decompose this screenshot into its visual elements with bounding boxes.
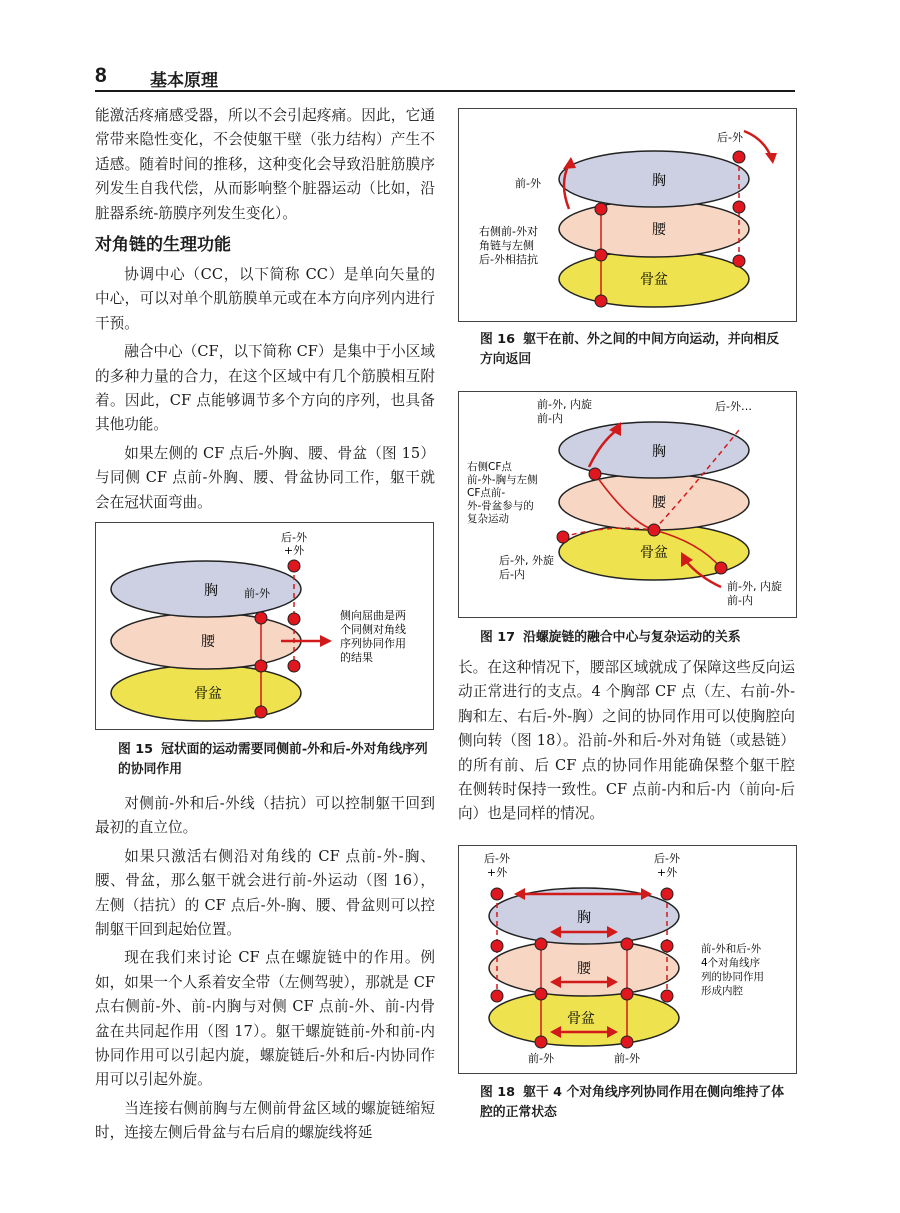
figure-18 [458,845,797,1074]
cf-point [288,613,300,625]
svg-text:后-外: 后-外 [717,131,743,144]
pelvis-label: 骨盆 [194,686,222,702]
svg-text:后-内: 后-内 [499,568,525,581]
svg-text:前-内: 前-内 [537,412,563,425]
svg-text:腰: 腰 [652,222,666,238]
page-number: 8 [95,64,107,87]
svg-text:4个对角线序: 4个对角线序 [701,957,761,969]
figure-17-caption: 图 17 沿螺旋链的融合中心与复杂运动的关系 [480,630,741,645]
figure-16 [458,108,797,322]
chest-label: 胸 [204,583,218,599]
figure-17 [458,391,797,618]
svg-text:后-外相拮抗: 后-外相拮抗 [479,253,538,266]
svg-text:胸: 胸 [652,173,666,189]
paragraph: 现在我们来讨论 CF 点在螺旋链中的作用。例如，如果一个人系着安全带（左侧驾驶），那就是 CF 点右侧前-外、前-内胸与对侧 CF 点前-外、前-内骨盆在共同起作用（图 17）。躯干螺旋链前-外和前-内协同作用可以引起内旋，螺旋链后-外和后-内协同作用可以引起外旋。 [95,949,435,1089]
svg-text:右侧前-外对: 右侧前-外对 [479,225,538,238]
svg-text:+外: +外 [656,866,678,879]
figure-18-caption: 图 18 躯干 4 个对角线序列协同作用在侧向维持了体腔的正常状态 [480,1085,785,1120]
figure-16-caption: 图 16 躯干在前、外之间的中间方向运动，并向相反方向返回 [480,332,779,367]
svg-text:右侧CF点: 右侧CF点 [467,461,512,473]
svg-text:形成内腔: 形成内腔 [701,985,743,997]
svg-text:腰: 腰 [577,961,591,977]
svg-text:前-内: 前-内 [727,594,753,607]
paragraph: 融合中心（CF，以下简称 CF）是集中于小区域的多种力量的合力，在这个区域中有几个筋膜相互附着。因此，CF 点能够调节多个方向的序列，也具备其他功能。 [95,343,435,434]
cf-point [255,660,267,672]
figure-15-caption: 图 15 冠状面的运动需要同侧前-外和后-外对角线序列的协同作用 [118,742,428,777]
svg-text:侧向屈曲是两: 侧向屈曲是两 [340,609,406,622]
svg-text:外-骨盆参与的: 外-骨盆参与的 [467,500,534,512]
figure-15 [95,522,434,730]
svg-text:前-外: 前-外 [528,1052,554,1065]
svg-text:角链与左侧: 角链与左侧 [479,239,534,252]
svg-text:前-外: 前-外 [614,1052,640,1065]
svg-text:前-外-胸与左侧: 前-外-胸与左侧 [467,474,538,486]
svg-text:前-外, 内旋: 前-外, 内旋 [537,398,592,411]
svg-text:骨盆: 骨盆 [567,1011,595,1027]
cf-point [255,706,267,718]
svg-text:腰: 腰 [652,495,666,511]
svg-text:后-外: 后-外 [484,852,510,865]
chapter-title: 基本原理 [150,71,218,91]
svg-text:个同侧对角线: 个同侧对角线 [340,623,406,636]
svg-text:前-外: 前-外 [244,587,270,600]
svg-text:骨盆: 骨盆 [640,545,668,561]
paragraph: 当连接右侧前胸与左侧前骨盆区域的螺旋链缩短时，连接左侧后骨盆与右后肩的螺旋线将延 [95,1099,435,1142]
svg-text:骨盆: 骨盆 [640,272,668,288]
svg-text:胸: 胸 [652,444,666,460]
svg-text:列的协同作用: 列的协同作用 [701,971,764,983]
paragraph: 对侧前-外和后-外线（拮抗）可以控制躯干回到最初的直立位。 [95,795,435,837]
right-column-text [458,656,795,831]
cf-point [288,560,300,572]
svg-text:复杂运动: 复杂运动 [467,513,509,525]
cf-point [288,660,300,672]
paragraph: 能激活疼痛感受器，所以不会引起疼痛。因此，它通常带来隐性变化，不会使躯干壁（张力结构）产生不适感。随着时间的推移，这种变化会导致沿脏筋膜序列发生自我代偿，从而影响整个脏器运动（比如，沿脏器系统-筋膜序列发生变化）。 [95,107,435,222]
paragraph: 如果左侧的 CF 点后-外胸、腰、骨盆（图 15）与同侧 CF 点前-外胸、腰、骨盆协同工作，躯干就会在冠状面弯曲。 [95,444,435,511]
svg-text:后-外, 外旋: 后-外, 外旋 [499,554,554,567]
svg-text:前-外: 前-外 [515,177,541,190]
svg-text:的结果: 的结果 [340,651,373,664]
paragraph: 长。在这种情况下，腰部区域就成了保障这些反向运动正常进行的支点。4 个胸部 CF 点（左、右前-外-胸和左、右后-外-胸）之间的协同作用可以使胸腔向侧向转（图 18）。沿前-外和后-外对角链（或悬链）的所有前、后 CF 点的协同作用能确保整个躯干腔在侧转时保持一致性。CF 点前-内和后-内（前向-后向）也是同样的情况。 [458,659,795,823]
svg-text:+外: +外 [283,544,305,557]
svg-text:胸: 胸 [577,910,591,926]
svg-text:后-外: 后-外 [281,531,307,544]
svg-text:前-外, 内旋: 前-外, 内旋 [727,580,782,593]
header-rule [95,90,795,92]
svg-text:序列协同作用: 序列协同作用 [340,637,406,650]
section-heading: 对角链的生理功能 [95,235,231,256]
paragraph: 如果只激活右侧沿对角线的 CF 点前-外-胸、腰、骨盆，那么躯干就会进行前-外运动（图 16），左侧（拮抗）的 CF 点后-外-胸、腰、骨盆则可以控制躯干回到起始位置。 [95,847,435,939]
svg-text:CF点前-: CF点前- [467,487,506,499]
left-column-bottom [95,792,435,1150]
lumbar-label: 腰 [201,634,215,650]
svg-text:+外: +外 [486,866,508,879]
svg-text:后-外…: 后-外… [715,400,752,413]
left-column-top [95,104,435,519]
svg-text:后-外: 后-外 [654,852,680,865]
paragraph: 协调中心（CC，以下简称 CC）是单向矢量的中心，可以对单个肌筋膜单元或在本方向序列内进行干预。 [95,266,435,332]
cf-point [255,612,267,624]
svg-text:前-外和后-外: 前-外和后-外 [701,943,762,955]
